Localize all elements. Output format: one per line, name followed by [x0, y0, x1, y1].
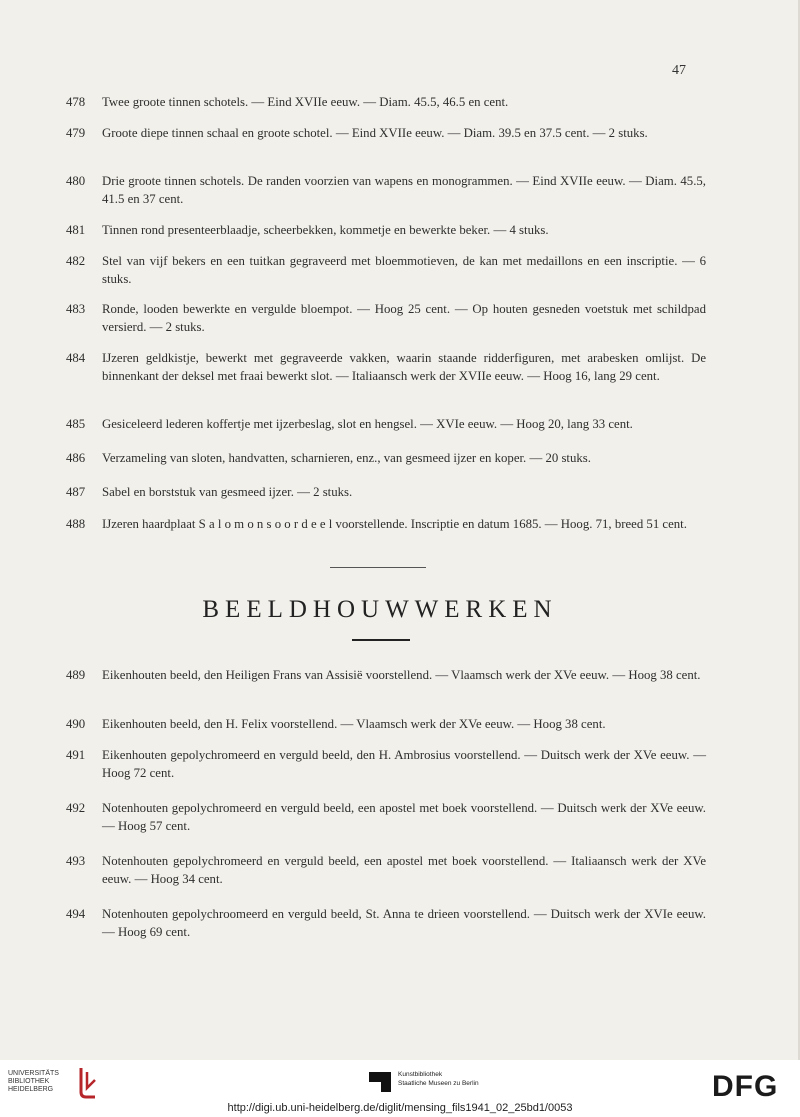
entry-number: 481 [66, 223, 86, 237]
entry-text: Eikenhouten gepolychromeerd en verguld beeld, den H. Ambrosius voorstellend. — Duitsch werk der XVe eeuw. — Hoog 72 cent. [102, 748, 706, 780]
entry-number: 493 [66, 854, 86, 868]
entry-text: Notenhouten gepolychromeerd en verguld beeld, een apostel met boek voorstellend. — Italiaansch werk der XVe eeuw. — Hoog 34 cent. [102, 854, 706, 886]
entry-number: 480 [66, 174, 86, 188]
entry-text: Twee groote tinnen schotels. — Eind XVIIe eeuw. — Diam. 45.5, 46.5 en cent. [102, 95, 509, 109]
entry-number: 484 [66, 351, 86, 365]
entry-text: Notenhouten gepolychroomeerd en verguld beeld, St. Anna te drieen voorstellend. — Duitsch werk der XVIe eeuw. — Hoog 69 cent. [102, 907, 706, 939]
entry-number: 492 [66, 801, 86, 815]
entry-number: 478 [66, 95, 86, 109]
source-url[interactable]: http://digi.ub.uni-heidelberg.de/diglit/mensing_fils1941_02_25bd1/0053 [227, 1102, 573, 1114]
entry-number: 487 [66, 485, 86, 499]
entry-text: Drie groote tinnen schotels. De randen voorzien van wapens en monogrammen. — Eind XVIIe eeuw. — Diam. 45.5, 41.5 en 37 cent. [102, 174, 706, 206]
entry-text: Eikenhouten beeld, den Heiligen Frans van Assisië voorstellend. — Vlaamsch werk der XVe eeuw. — Hoog 38 cent. [102, 668, 701, 682]
page-number: 47 [672, 63, 686, 78]
kunstbibliothek-logo-icon [367, 1070, 393, 1094]
title-underline [352, 639, 410, 641]
entry-text: Eikenhouten beeld, den H. Felix voorstellend. — Vlaamsch werk der XVe eeuw. — Hoog 38 cent. [102, 717, 606, 731]
entry-text: IJzeren haardplaat S a l o m o n s o o r d e e l voorstellende. Inscriptie en datum 1685. — Hoog. 71, breed 51 cent. [102, 517, 687, 531]
ub-heidelberg-label: UNIVERSITÄTS BIBLIOTHEK HEIDELBERG [8, 1070, 59, 1093]
entry-text: Groote diepe tinnen schaal en groote schotel. — Eind XVIIe eeuw. — Diam. 39.5 en 37.5 cent. — 2 stuks. [102, 126, 648, 140]
entry-number: 491 [66, 748, 86, 762]
entry-number: 482 [66, 254, 86, 268]
entry-text: Tinnen rond presenteerblaadje, scheerbekken, kommetje en bewerkte beker. — 4 stuks. [102, 223, 549, 237]
entry-text: Gesiceleerd lederen koffertje met ijzerbeslag, slot en hengsel. — XVIe eeuw. — Hoog 20, lang 33 cent. [102, 417, 633, 431]
kunstbibliothek-label: Kunstbibliothek Staatliche Museen zu Berlin [398, 1071, 479, 1087]
entry-number: 483 [66, 302, 86, 316]
entry-text: Ronde, looden bewerkte en vergulde bloempot. — Hoog 25 cent. — Op houten gesneden voetstuk met schildpad versierd. — 2 stuks. [102, 302, 706, 334]
entry-text: IJzeren geldkistje, bewerkt met gegraveerde vakken, waarin staande ridderfiguren, met arabesken omlijst. De binnenkant der deksel met fraai bewerkt slot. — Italiaansch werk der XVIIe eeuw. — Hoog 16, lang 29 cent. [102, 351, 706, 383]
entry-text: Notenhouten gepolychromeerd en verguld beeld, een apostel met boek voorstellend. — Duitsch werk der XVe eeuw. — Hoog 57 cent. [102, 801, 706, 833]
ub-heidelberg-logo-icon [73, 1066, 99, 1100]
entry-number: 479 [66, 126, 86, 140]
entry-number: 490 [66, 717, 86, 731]
entry-text: Sabel en borststuk van gesmeed ijzer. — 2 stuks. [102, 485, 353, 499]
entry-number: 489 [66, 668, 86, 682]
section-divider [330, 567, 426, 568]
entry-number: 494 [66, 907, 86, 921]
section-title: BEELDHOUWWERKEN [202, 596, 558, 623]
entry-text: Stel van vijf bekers en een tuitkan gegraveerd met bloemmotieven, de kan met medaillons en een inscriptie. — 6 stuks. [102, 254, 706, 286]
entry-number: 486 [66, 451, 86, 465]
entry-number: 485 [66, 417, 86, 431]
entry-number: 488 [66, 517, 86, 531]
entry-text: Verzameling van sloten, handvatten, scharnieren, enz., van gesmeed ijzer en koper. — 20 stuks. [102, 451, 591, 465]
dfg-logo: DFG [712, 1070, 779, 1103]
